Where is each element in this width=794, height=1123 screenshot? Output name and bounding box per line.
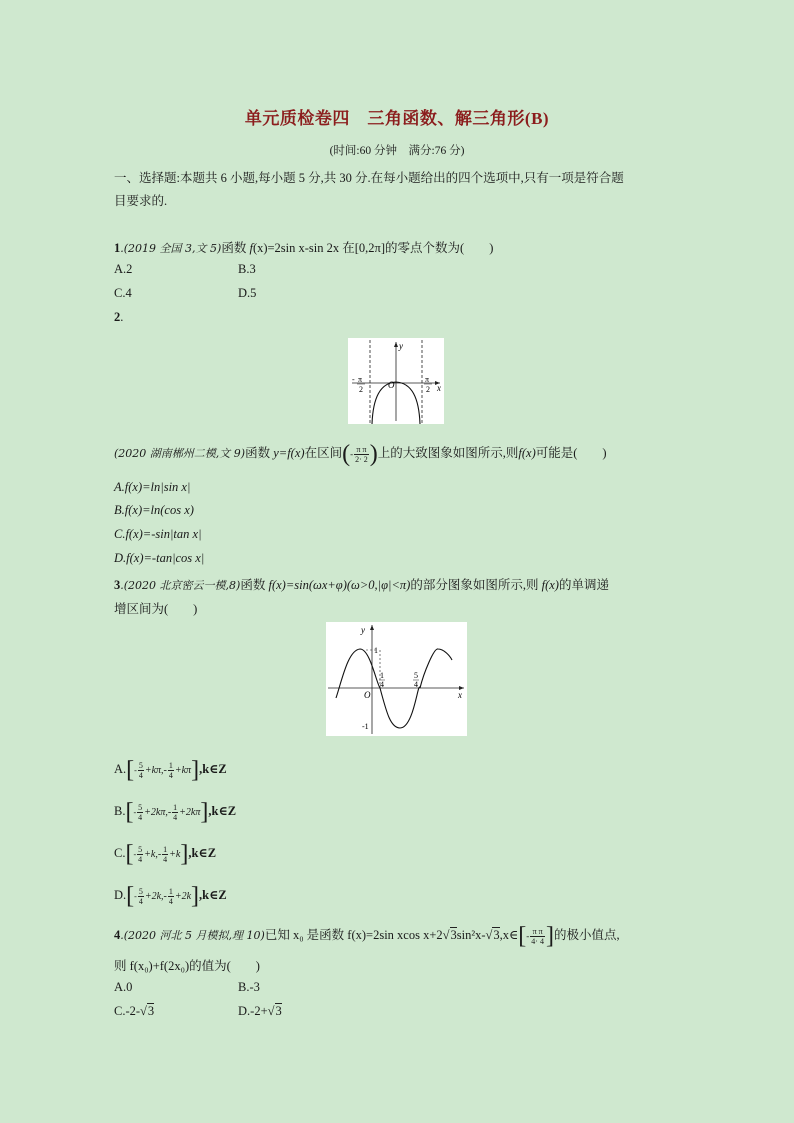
q2-paren-close-icon: ) [369,441,378,468]
q3-d-num2: 1 [168,886,173,896]
q1-source: .(2019 全国 3,文 5) [120,242,222,255]
q4-option-c-root: 3 [147,1004,155,1018]
q3-option-c: C.[- $\frac{5}{4}$ +k,- $\frac{1}{4}$ +k],k∈Z [114,841,217,868]
q2-neg-sign: - [352,375,355,384]
q2-right-pi: π [425,375,430,384]
q3-d-tail2: +2k [174,891,192,902]
q1-text-a: 函数 [221,241,250,255]
q4-sqrt3-a: 3 [450,928,457,942]
q2-left-two: 2 [359,385,363,394]
q3-option-b: B.[- $\frac{5}{4}$ +2kπ,- $\frac{1}{4}$ +2kπ],k∈Z [114,799,237,826]
q3-stem-line1 [114,575,609,593]
q2-text-c: 上的大致图象如图所示,则 [377,446,519,460]
q3-y-one: 1 [374,646,378,655]
q3-d-frac1 [138,887,144,906]
q3-b-tail2: +2kπ [179,807,201,818]
q2-number-digit: 2 [114,310,121,324]
q2-text-b: 在区间 [304,446,343,460]
bracket-open-icon: [ [125,841,134,868]
q2-text-d: 可能是( ) [535,446,607,460]
q4-sqrt3-b: 3 [493,928,500,942]
q3-option-a-letter: A. [114,762,127,776]
q4-option-d-root: 3 [275,1004,282,1018]
q2-interval-frac [354,445,369,464]
q4-sqrt-icon: √ [442,928,450,942]
q3-option-d-letter: D. [114,888,127,902]
q3-tick2-den: 4 [414,680,418,689]
q3-option-d: D.[- $\frac{5}{4}$ +2k,- $\frac{1}{4}$ +2k],k∈Z [114,883,227,910]
q3-stem-line2: 增区间为( ) [114,602,198,616]
q3-origin-label: O [364,690,371,700]
q4-interval-den: 4· 4 [531,936,544,946]
q3-source: .(2020 北京密云一模,8) [120,579,241,592]
q2-origin-label: O [388,380,395,390]
q2-option-b: B.f(x)=ln(cos x) [114,503,194,517]
q4-sqrt-icon: √ [485,928,493,942]
q3-graph-svg [326,622,467,736]
q3-text-b: 的部分图象如图所示,则 [410,578,542,592]
q2-text-a: 函数 [245,446,274,460]
q1-option-d: D.5 [238,286,257,300]
q3-tick1-num: 1 [380,671,384,680]
q4-text-d: 的极小值点, [553,928,620,942]
q2-graph-svg [348,338,444,424]
q3-a-frac1 [138,761,144,780]
q3-tick2-num: 5 [414,671,418,680]
q3-graph-figure [326,622,467,736]
page-title: 单元质检卷四 三角函数、解三角形(B) [244,109,550,128]
q4-stem-line2: 则 f(x₀)+f(2x₀)的值为( ) [114,959,260,973]
q3-b-suffix: ,k∈Z [208,804,237,818]
q3-c-num2: 1 [163,844,168,854]
q4-option-a: A.0 [114,980,133,994]
q3-fx: f(x) [541,578,559,592]
q3-y-label: y [361,625,365,635]
q3-x-label: x [458,690,462,700]
q4-text-b: sin²x- [456,928,486,942]
q4-text-c: ,x∈ [499,928,519,942]
q4-interval-num: π π [530,927,545,937]
section-instruction-line2: 目要求的. [114,194,168,208]
sqrt-icon: √ [267,1004,275,1018]
q4-interval-minus: - [526,931,530,941]
q3-a-num1: 5 [138,760,143,770]
bracket-open-icon: [ [518,923,527,950]
q2-option-a: A.f(x)=ln|sin x| [114,480,191,494]
q3-c-num1: 5 [138,844,143,854]
q1-option-b: B.3 [238,262,256,276]
q2-left-pi: π [358,375,363,384]
q3-a-den1: 4 [138,770,143,780]
q4-option-d [238,1004,282,1019]
q2-number [114,310,123,325]
q3-a-tail2: +kπ [174,765,192,776]
q4-interval-frac [530,927,545,946]
q4-stem-line1 [114,922,620,949]
q3-a-frac2 [168,761,174,780]
q1-f: f [249,241,253,255]
section-instruction-line1: 一、选择题:本题共 6 小题,每小题 5 分,共 30 分.在每小题给出的四个选项中,只有一项是符合题 [114,171,624,185]
q2-option-c: C.f(x)=-sin|tan x| [114,527,202,541]
q3-fx-def: f(x)=sin(ωx+φ)(ω>0,|φ|<π) [268,578,411,592]
q4-text-a: 已知 x₀ 是函数 f(x)=2sin xcos x+2 [264,928,443,942]
q3-c-tail2: +k [169,849,181,860]
bracket-close-icon: ] [191,883,200,910]
q3-d-tail1: +2k,- [144,891,167,902]
q4-option-d-text: D.-2+ [238,1004,268,1018]
bracket-close-icon: ] [191,757,200,784]
q3-option-b-letter: B. [114,804,126,818]
bracket-open-icon: [ [126,757,135,784]
q3-d-num1: 5 [138,886,143,896]
q2-yfx: y=f(x) [273,446,305,460]
q3-y-minus-one: -1 [362,722,369,731]
sqrt-icon: √ [140,1004,147,1018]
page-subtitle: (时间:60 分钟 满分:76 分) [329,145,465,157]
q3-c-den2: 4 [163,854,168,864]
q3-d-suffix: ,k∈Z [199,888,227,902]
q4-option-c-text: C.-2- [114,1004,141,1018]
q2-fx: f(x) [518,446,536,460]
q1-option-c: C.4 [114,286,132,300]
q2-interval-minus: - [350,449,354,459]
q3-a-num2: 1 [168,760,173,770]
q3-d-frac2 [168,887,174,906]
q3-b-frac1 [137,803,143,822]
q1-stem [114,238,493,256]
q3-d-den1: 4 [138,896,143,906]
q3-b-tail1: +2kπ,- [144,807,172,818]
q2-option-d: D.f(x)=-tan|cos x| [114,551,205,565]
q3-b-den1: 4 [138,812,143,822]
q2-interval-num: π π [354,445,369,455]
q3-c-tail1: +k,- [144,849,162,860]
q3-c-frac1 [137,845,143,864]
q4-number: 4 [114,928,121,942]
q2-graph-figure [348,338,444,424]
q3-c-frac2 [162,845,168,864]
bracket-close-icon: ] [180,841,189,868]
q2-number-dot: . [120,310,124,324]
q3-option-a: A.[- $\frac{5}{4}$ +kπ,- $\frac{1}{4}$ +kπ],k∈Z [114,757,227,784]
q3-b-num2: 1 [173,802,178,812]
q1-option-a: A.2 [114,262,133,276]
q3-a-suffix: ,k∈Z [199,762,227,776]
q2-x-label: x [437,383,441,393]
bracket-close-icon: ] [200,799,209,826]
q3-number: 3 [114,578,121,592]
q2-interval-den: 2· 2 [355,454,368,464]
q2-source: (2020 湖南郴州二模,文 9) [114,447,246,460]
bracket-open-icon: [ [125,799,134,826]
q1-number: 1 [114,241,121,255]
q3-b-num1: 5 [138,802,143,812]
q4-source: .(2020 河北 5 月模拟,理 10) [120,929,265,942]
q3-d-den2: 4 [168,896,173,906]
bracket-close-icon: ] [545,923,554,950]
bracket-open-icon: [ [126,883,135,910]
q3-c-suffix: ,k∈Z [188,846,217,860]
q3-c-den1: 4 [138,854,143,864]
q4-option-c [114,1004,154,1019]
q4-option-b: B.-3 [238,980,260,994]
q1-text-b: (x)=2sin x-sin 2x 在[0,2π]的零点个数为( ) [252,241,494,255]
q3-a-tail1: +kπ,- [144,765,167,776]
q2-right-two: 2 [426,385,430,394]
q3-text-a: 函数 [240,578,269,592]
q2-y-label: y [399,341,403,351]
q3-a-den2: 4 [168,770,173,780]
q3-option-c-letter: C. [114,846,126,860]
q3-text-c: 的单调递 [558,578,609,592]
q3-b-den2: 4 [173,812,178,822]
q2-stem [114,440,607,466]
q2-paren-open-icon: ( [342,441,351,468]
q3-tick1-den: 4 [380,680,384,689]
q3-b-frac2 [172,803,178,822]
